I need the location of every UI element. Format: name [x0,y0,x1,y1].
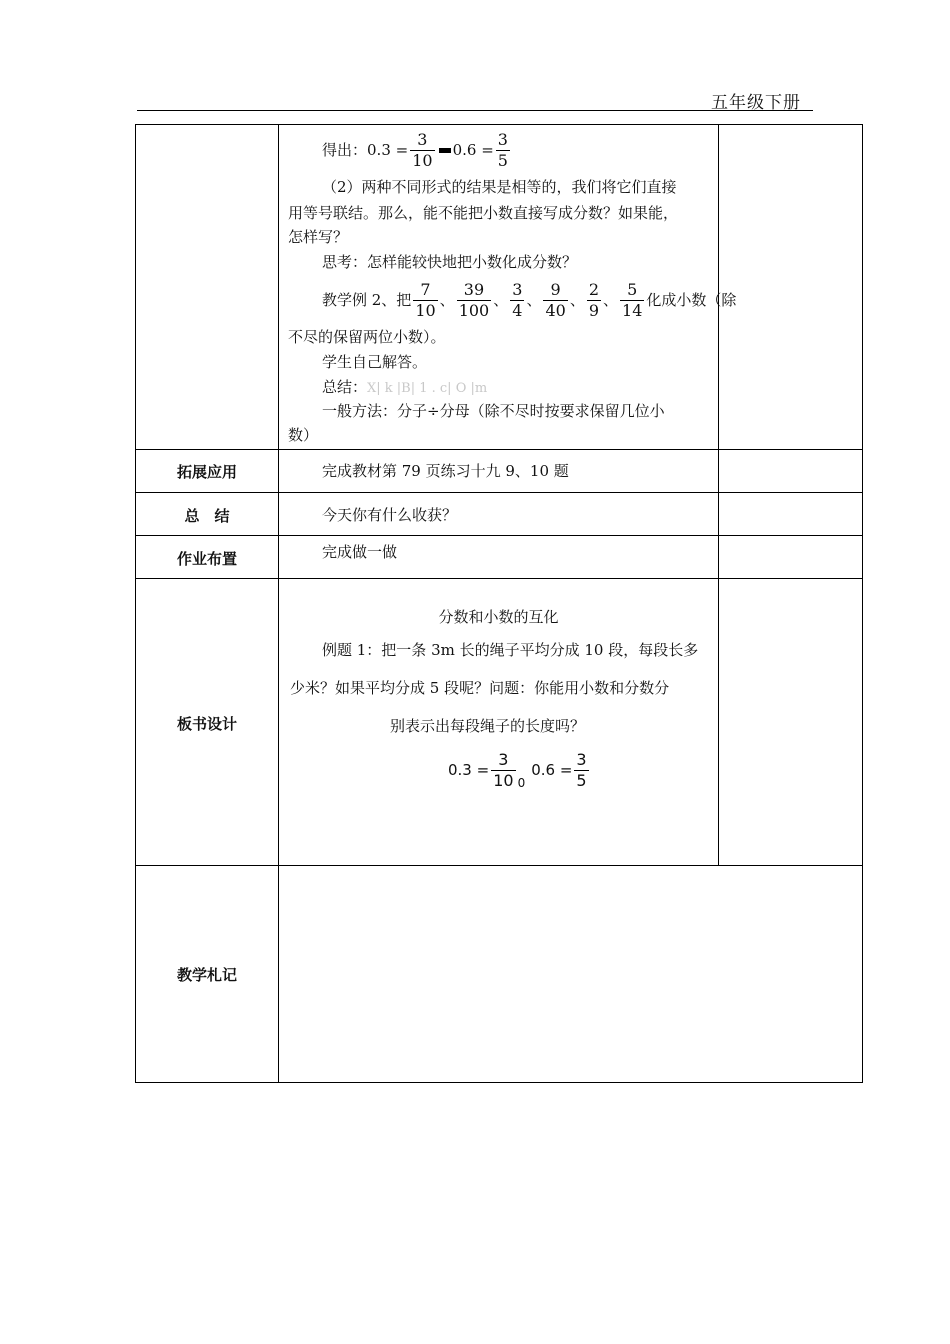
numerator: 3 [417,129,428,149]
separator: 、 [493,291,509,309]
denominator: 14 [622,300,643,320]
denominator: 9 [588,300,600,320]
row-divider [135,449,862,450]
denominator: 4 [512,300,523,320]
example2-suffix: 化成小数（除 [646,291,737,309]
separator: 、 [603,291,619,309]
header-title: 五年级下册 [711,93,801,113]
separator: 、 [569,291,585,309]
self-solve-line: 学生自己解答。 [322,353,428,371]
eq2-left: 0.6 = [452,141,494,159]
separator: 、 [439,291,455,309]
header-rule [137,110,813,111]
fraction [496,129,510,170]
board-line2: 少米？如果平均分成 5 段呢？问题：你能用小数和分数分 [290,679,670,697]
row-divider [135,492,862,493]
example2-line [322,277,736,323]
board-line1: 例题 1：把一条 3m 长的绳子平均分成 10 段，每段长多 [322,641,699,659]
board-title: 分数和小数的互化 [438,608,559,626]
numerator: 3 [576,749,587,769]
example2-prefix: 教学例 2、把 [322,291,412,309]
fraction [510,279,524,320]
board-label: 板书设计 [176,715,237,733]
board-eq2-left: 0.6 = [531,761,573,779]
row-divider [135,578,862,579]
homework-content: 完成做一做 [322,543,398,561]
fraction [491,749,515,790]
col-divider-left [278,124,279,1082]
fraction [620,279,644,320]
fraction [574,749,588,790]
denominator: 100 [458,300,490,320]
extension-content: 完成教材第 79 页练习十九 9、10 题 [322,462,569,480]
separator: 、 [526,291,542,309]
numerator: 3 [497,129,508,149]
numerator: 9 [550,279,561,299]
para2-line2: 用等号联结。那么，能不能把小数直接写成分数？如果能， [288,204,679,222]
think-line: 思考：怎样能较快地把小数化成分数？ [322,253,578,271]
summary-label: 总结： [322,378,368,396]
numerator: 3 [512,279,523,299]
fraction [457,279,492,320]
fraction [543,279,567,320]
summary-line [322,375,487,401]
fraction [587,279,601,320]
method-line1: 一般方法：分子÷分母（除不尽时按要求保留几位小 [322,402,665,420]
denominator: 10 [415,300,436,320]
fraction [413,279,437,320]
eq1-left: 0.3 = [367,141,409,159]
extension-label: 拓展应用 [176,463,237,481]
watermark-text: X| k |B| 1 . c| O |m [367,381,488,396]
method-line2: 数） [288,426,319,444]
derive-line [322,128,512,172]
col-divider-right [718,124,719,865]
para2-line1: （2）两种不同形式的结果是相等的，我们将它们直接 [322,178,677,196]
row-divider [135,865,862,866]
numerator: 2 [588,279,600,299]
summary-row-content: 今天你有什么收获？ [322,506,458,524]
denominator: 5 [497,150,508,170]
fraction [410,129,434,170]
denominator: 40 [545,300,566,320]
board-eq1-sub: 0 [517,776,526,790]
separator-mark [439,148,451,153]
numerator: 39 [463,279,485,299]
denominator: 5 [576,770,587,790]
para2-line3: 怎样写？ [288,228,349,246]
board-line3: 别表示出每段绳子的长度吗？ [390,717,586,735]
summary-row-label: 总 结 [184,507,230,525]
notes-label: 教学札记 [176,966,237,984]
numerator: 7 [420,279,431,299]
numerator: 5 [627,279,638,299]
row-divider [135,535,862,536]
homework-label: 作业布置 [176,550,237,568]
derive-label: 得出： [322,141,368,159]
numerator: 3 [498,749,509,769]
denominator: 10 [412,150,433,170]
board-equation [448,745,591,795]
denominator: 10 [493,770,514,790]
example2-line2: 不尽的保留两位小数）。 [288,328,446,346]
board-eq1-left: 0.3 = [448,761,490,779]
